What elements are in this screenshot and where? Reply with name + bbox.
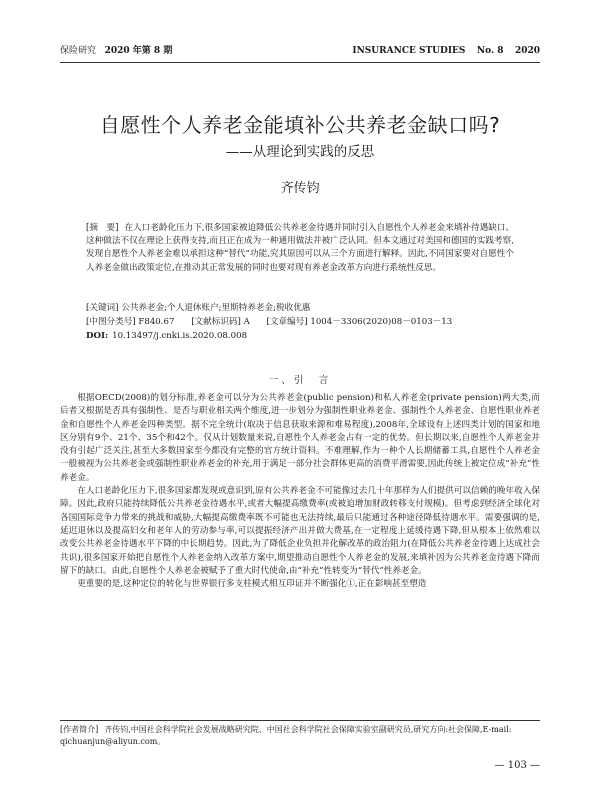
clc-number: [中图分类号] F840.67 [86,317,175,327]
abstract-text: 在人口老龄化压力下,很多国家被迫降低公共养老金待遇并同时引入自愿性个人养老金来填补待遇缺口。这种做法不仅在理论上获得支持,而且正在成为一种通用做法并被广泛认同。但本文通过对美国和德国的实践考察,发现自愿性个人养老金难以承担这种“替代”功能,究其原因可以从三个方面进行解释。因此,不同国家要对自愿性个人养老金做出政策定位,在推动其正常发展的同时也要对现有养老金改革方向进行系统性反思。 [86,223,514,273]
paragraph: 根据OECD(2008)的划分标准,养老金可以分为公共养老金(public pension)和私人养老金(private pension)两大类,而后者又根据是否具有强制性、是否与职业相关两个维度,进一步划分为强制性职业养老金、强制性个人养老金、自愿性职业养老金和自愿性个人养老金四种类型。据不完全统计(取决于信息获取来源和难易程度),2008年,全球设有上述四类计划的国家和地区分别有9个、21个、35个和42个。仅从计划数量来说,自愿性个人养老金占有一定的优势。但长期以来,自愿性个人养老金并没有引起广泛关注,甚至大多数国家至今都没有完整的官方统计资料。不难理解,作为一种个人长期储蓄工具,自愿性个人养老金一般被视为公共养老金或强制性职业养老金的补充,用于满足一部分社会群体更高的消费平滑需要,因此传统上被定位成“补充”性养老金。 [60,393,540,483]
abstract [86,222,514,275]
abstract-label: [摘 要] [86,223,119,233]
keywords [86,302,514,315]
article-title: 自愿性个人养老金能填补公共养老金缺口吗? [99,113,501,137]
footnote-label: [作者简介] [60,725,99,734]
body-text [60,392,540,591]
doi-value[interactable]: 10.13497/j.cnki.is.2020.08.008 [112,331,248,341]
author-footnote [60,720,540,748]
running-header [60,45,540,63]
author-name: 齐传钧 [280,181,320,196]
classification-line [86,316,540,329]
document-code: [文献标识码] A [191,317,250,327]
header-year: 2020 [514,46,540,56]
journal-name-cn: 保险研究 [60,46,97,56]
journal-name-en: INSURANCE STUDIES [352,46,466,56]
paragraph: 更重要的是,这种定位的转化与世界银行多支柱模式相互印证并不断强化①,正在影响甚至塑造 [77,579,427,590]
header-right [352,45,540,57]
article-number: [文章编号] 1004－3306(2020)08－0103－13 [266,317,453,327]
issue-en: No. 8 [476,46,504,56]
section-heading: 一、引 言 [268,375,332,386]
keywords-text: 公共养老金;个人退休账户;里斯特养老金;税收优惠 [121,303,311,313]
issue-cn: 2020 年第 8 期 [104,46,173,56]
doi-line [86,330,540,343]
page-number: — 103 — [494,760,540,771]
footnote-text: 齐传钧,中国社会科学院社会发展战略研究院、中国社会科学院社会保障实验室副研究员,研究方向:社会保障,E-mail: qichuanjun@aliyun.com。 [60,725,512,746]
keywords-label: [关键词] [86,303,119,313]
doi-label: DOI: [86,331,109,341]
header-left [60,45,172,57]
paragraph: 在人口老龄化压力下,很多国家都发现或意识到,原有公共养老金不可能像过去几十年那样为人们提供可以信赖的晚年收入保障。因此,政府只能持续降低公共养老金待遇水平,或者大幅提高缴费率(或被迫增加财政转移支付规模)。但考虑到经济全球化对各国国际竞争力带来的挑战和威胁,大幅提高缴费率既不可能也无法持续,最后只能通过各种途径降低待遇水平。需要强调的是,延迟退休以及提高妇女和老年人的劳动参与率,可以提振经济产出并做大费基,在一定程度上延缓待遇下降,但从根本上依然难以改变公共养老金待遇水平下降的中长期趋势。因此,为了降低企业负担并化解改革的政治阻力(在降低公共养老金待遇上达成社会共识),很多国家开始把自愿性个人养老金纳入改革方案中,期望推动自愿性个人养老金的发展,来填补因为公共养老金待遇下降而留下的缺口。由此,自愿性个人养老金被赋予了重大时代使命,由“补充”性转变为“替代”性养老金。 [60,486,540,576]
article-subtitle: ——从理论到实践的反思 [225,144,375,160]
